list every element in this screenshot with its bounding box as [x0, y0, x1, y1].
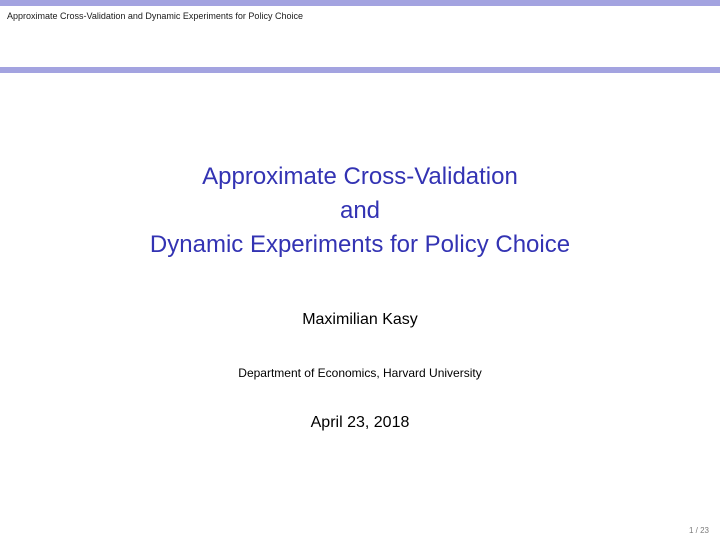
page-number: 1 / 23: [688, 526, 709, 535]
institute: Department of Economics, Harvard University: [238, 366, 482, 380]
header-short-title: Approximate Cross-Validation and Dynamic Experiments for Policy Choice: [7, 11, 303, 21]
top-rule: [0, 0, 720, 6]
presentation-date: April 23, 2018: [310, 414, 410, 431]
slide-title: [0, 160, 720, 262]
author-name: Maximilian Kasy: [302, 311, 418, 328]
title-line: Dynamic Experiments for Policy Choice: [149, 231, 571, 258]
header-band: [0, 67, 720, 73]
title-line: and: [339, 197, 381, 224]
title-line: Approximate Cross-Validation: [202, 163, 518, 190]
